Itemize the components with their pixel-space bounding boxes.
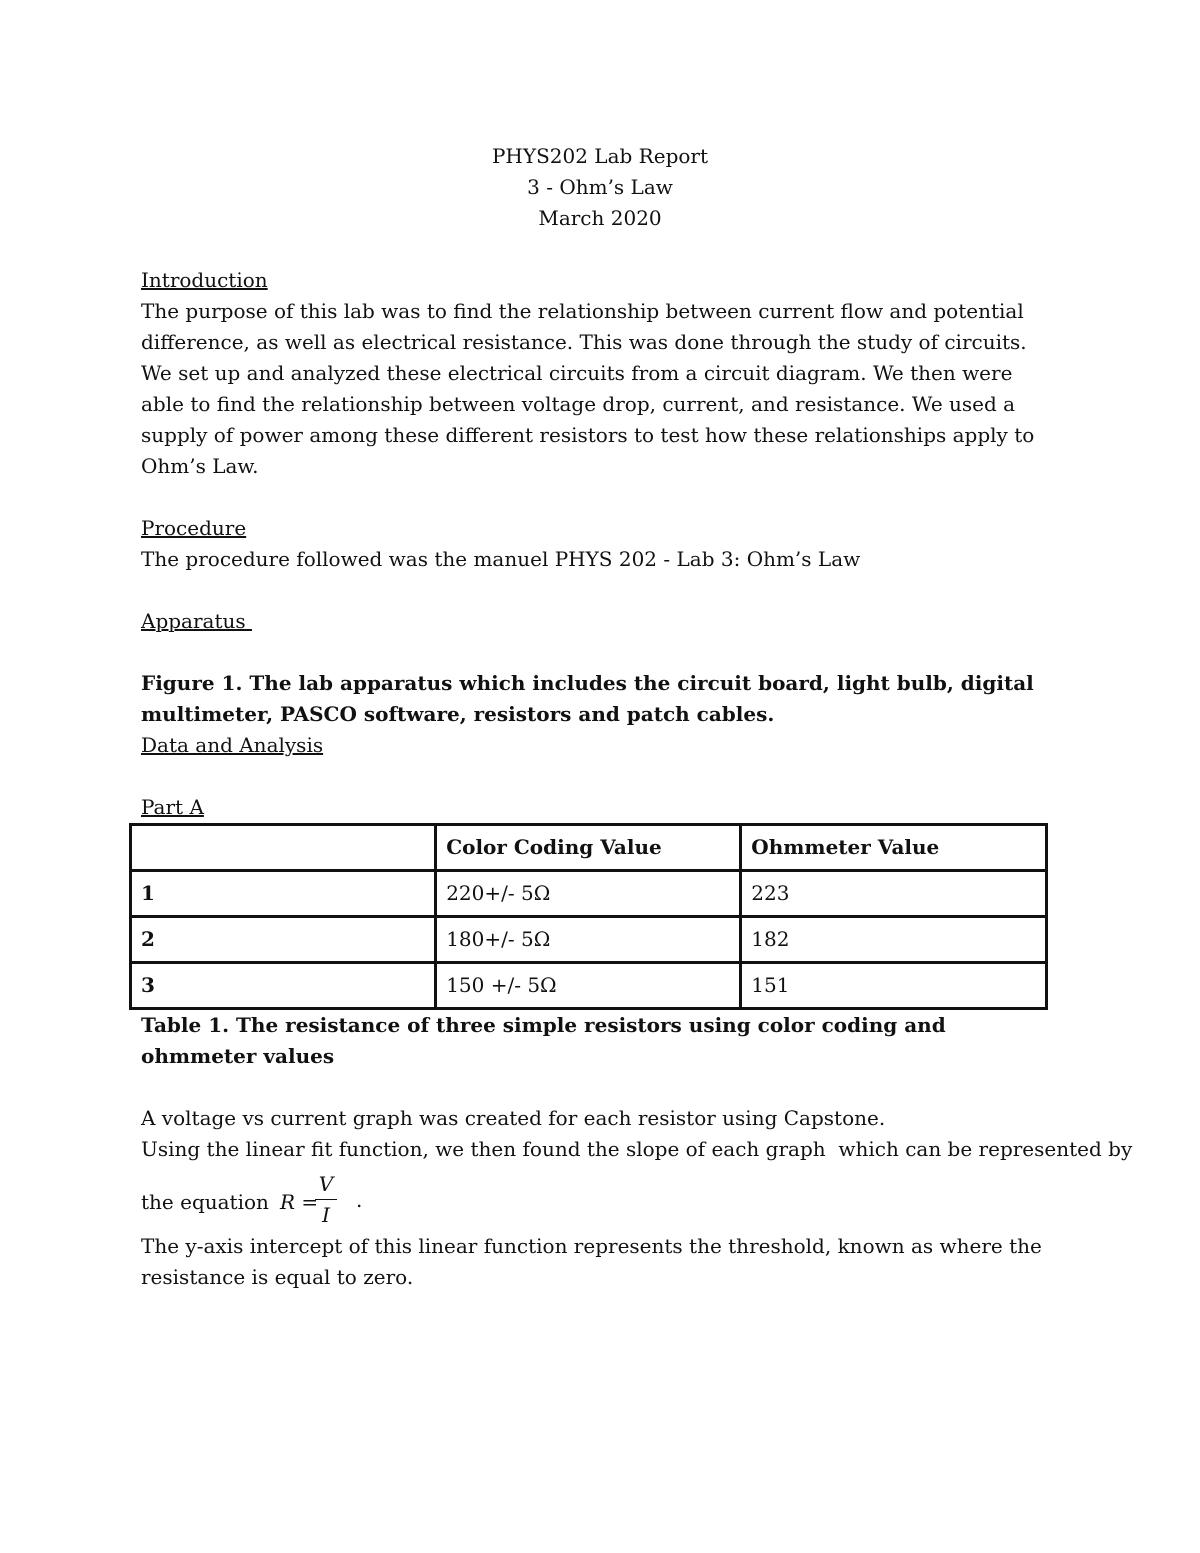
table-cell: 223 <box>741 871 1047 917</box>
table-cell: 220+/- 5Ω <box>436 871 741 917</box>
table-row <box>131 917 1047 963</box>
table-cell: 150 +/- 5Ω <box>436 963 741 1009</box>
table-header-row <box>131 825 1047 871</box>
data-analysis-heading: Data and Analysis <box>141 733 324 757</box>
introduction-heading: Introduction <box>141 268 268 292</box>
table-cell: 3 <box>131 963 436 1009</box>
table-cell: 2 <box>131 917 436 963</box>
apparatus-heading: Apparatus <box>141 609 252 633</box>
report-date: March 2020 <box>538 206 662 230</box>
table-header-cell: Color Coding Value <box>436 825 741 871</box>
report-subtitle: 3 - Ohm’s Law <box>527 175 673 199</box>
formula-numerator: V <box>318 1172 334 1196</box>
fraction-bar <box>315 1199 337 1200</box>
table-caption: Table 1. The resistance of three simple resistors using color coding and ohmmeter values <box>141 1013 946 1068</box>
table-cell: 1 <box>131 871 436 917</box>
table-cell: 151 <box>741 963 1047 1009</box>
analysis-paragraph: Using the linear fit function, we then found the slope of each graph which can be represented by <box>141 1137 1133 1161</box>
table-row <box>131 871 1047 917</box>
resistance-table <box>129 823 1048 1010</box>
formula-lhs: R = <box>280 1190 319 1214</box>
table-header-cell <box>131 825 436 871</box>
figure-caption: Figure 1. The lab apparatus which includes the circuit board, light bulb, digital multimeter, PASCO software, resistors and patch cables. <box>141 671 1034 726</box>
equation-line <box>141 1171 1061 1231</box>
analysis-paragraph: The y-axis intercept of this linear function represents the threshold, known as where the resistance is equal to zero. <box>141 1234 1042 1289</box>
report-body <box>141 265 1133 1293</box>
part-a-heading: Part A <box>141 795 204 819</box>
analysis-paragraph: A voltage vs current graph was created for each resistor using Capstone. <box>141 1106 886 1130</box>
procedure-heading: Procedure <box>141 516 247 540</box>
table-row <box>131 963 1047 1009</box>
spacer <box>141 637 1061 668</box>
procedure-text: The procedure followed was the manuel PHYS 202 - Lab 3: Ohm’s Law <box>141 547 861 571</box>
table-cell: 182 <box>741 917 1047 963</box>
introduction-text: The purpose of this lab was to find the relationship between current flow and potential difference, as well as electrical resistance. This was done through the study of circuits. We set up and analyzed these electrical circuits from a circuit diagram. We then were able to find the relationship between voltage drop, current, and resistance. We used a supply of power among these different resistors to test how these relationships apply to Ohm’s Law. <box>141 299 1035 478</box>
table-cell: 180+/- 5Ω <box>436 917 741 963</box>
report-title: PHYS202 Lab Report <box>491 144 709 168</box>
spacer <box>141 761 1061 792</box>
formula-denominator: I <box>322 1203 330 1227</box>
spacer <box>141 482 1061 513</box>
spacer <box>141 1072 1061 1103</box>
table-header-cell: Ohmmeter Value <box>741 825 1047 871</box>
equation-prefix: the equation <box>141 1190 269 1214</box>
formula-fraction <box>315 1171 337 1228</box>
spacer <box>141 575 1061 606</box>
report-title-block <box>0 141 1200 234</box>
formula-end: . <box>356 1188 363 1212</box>
